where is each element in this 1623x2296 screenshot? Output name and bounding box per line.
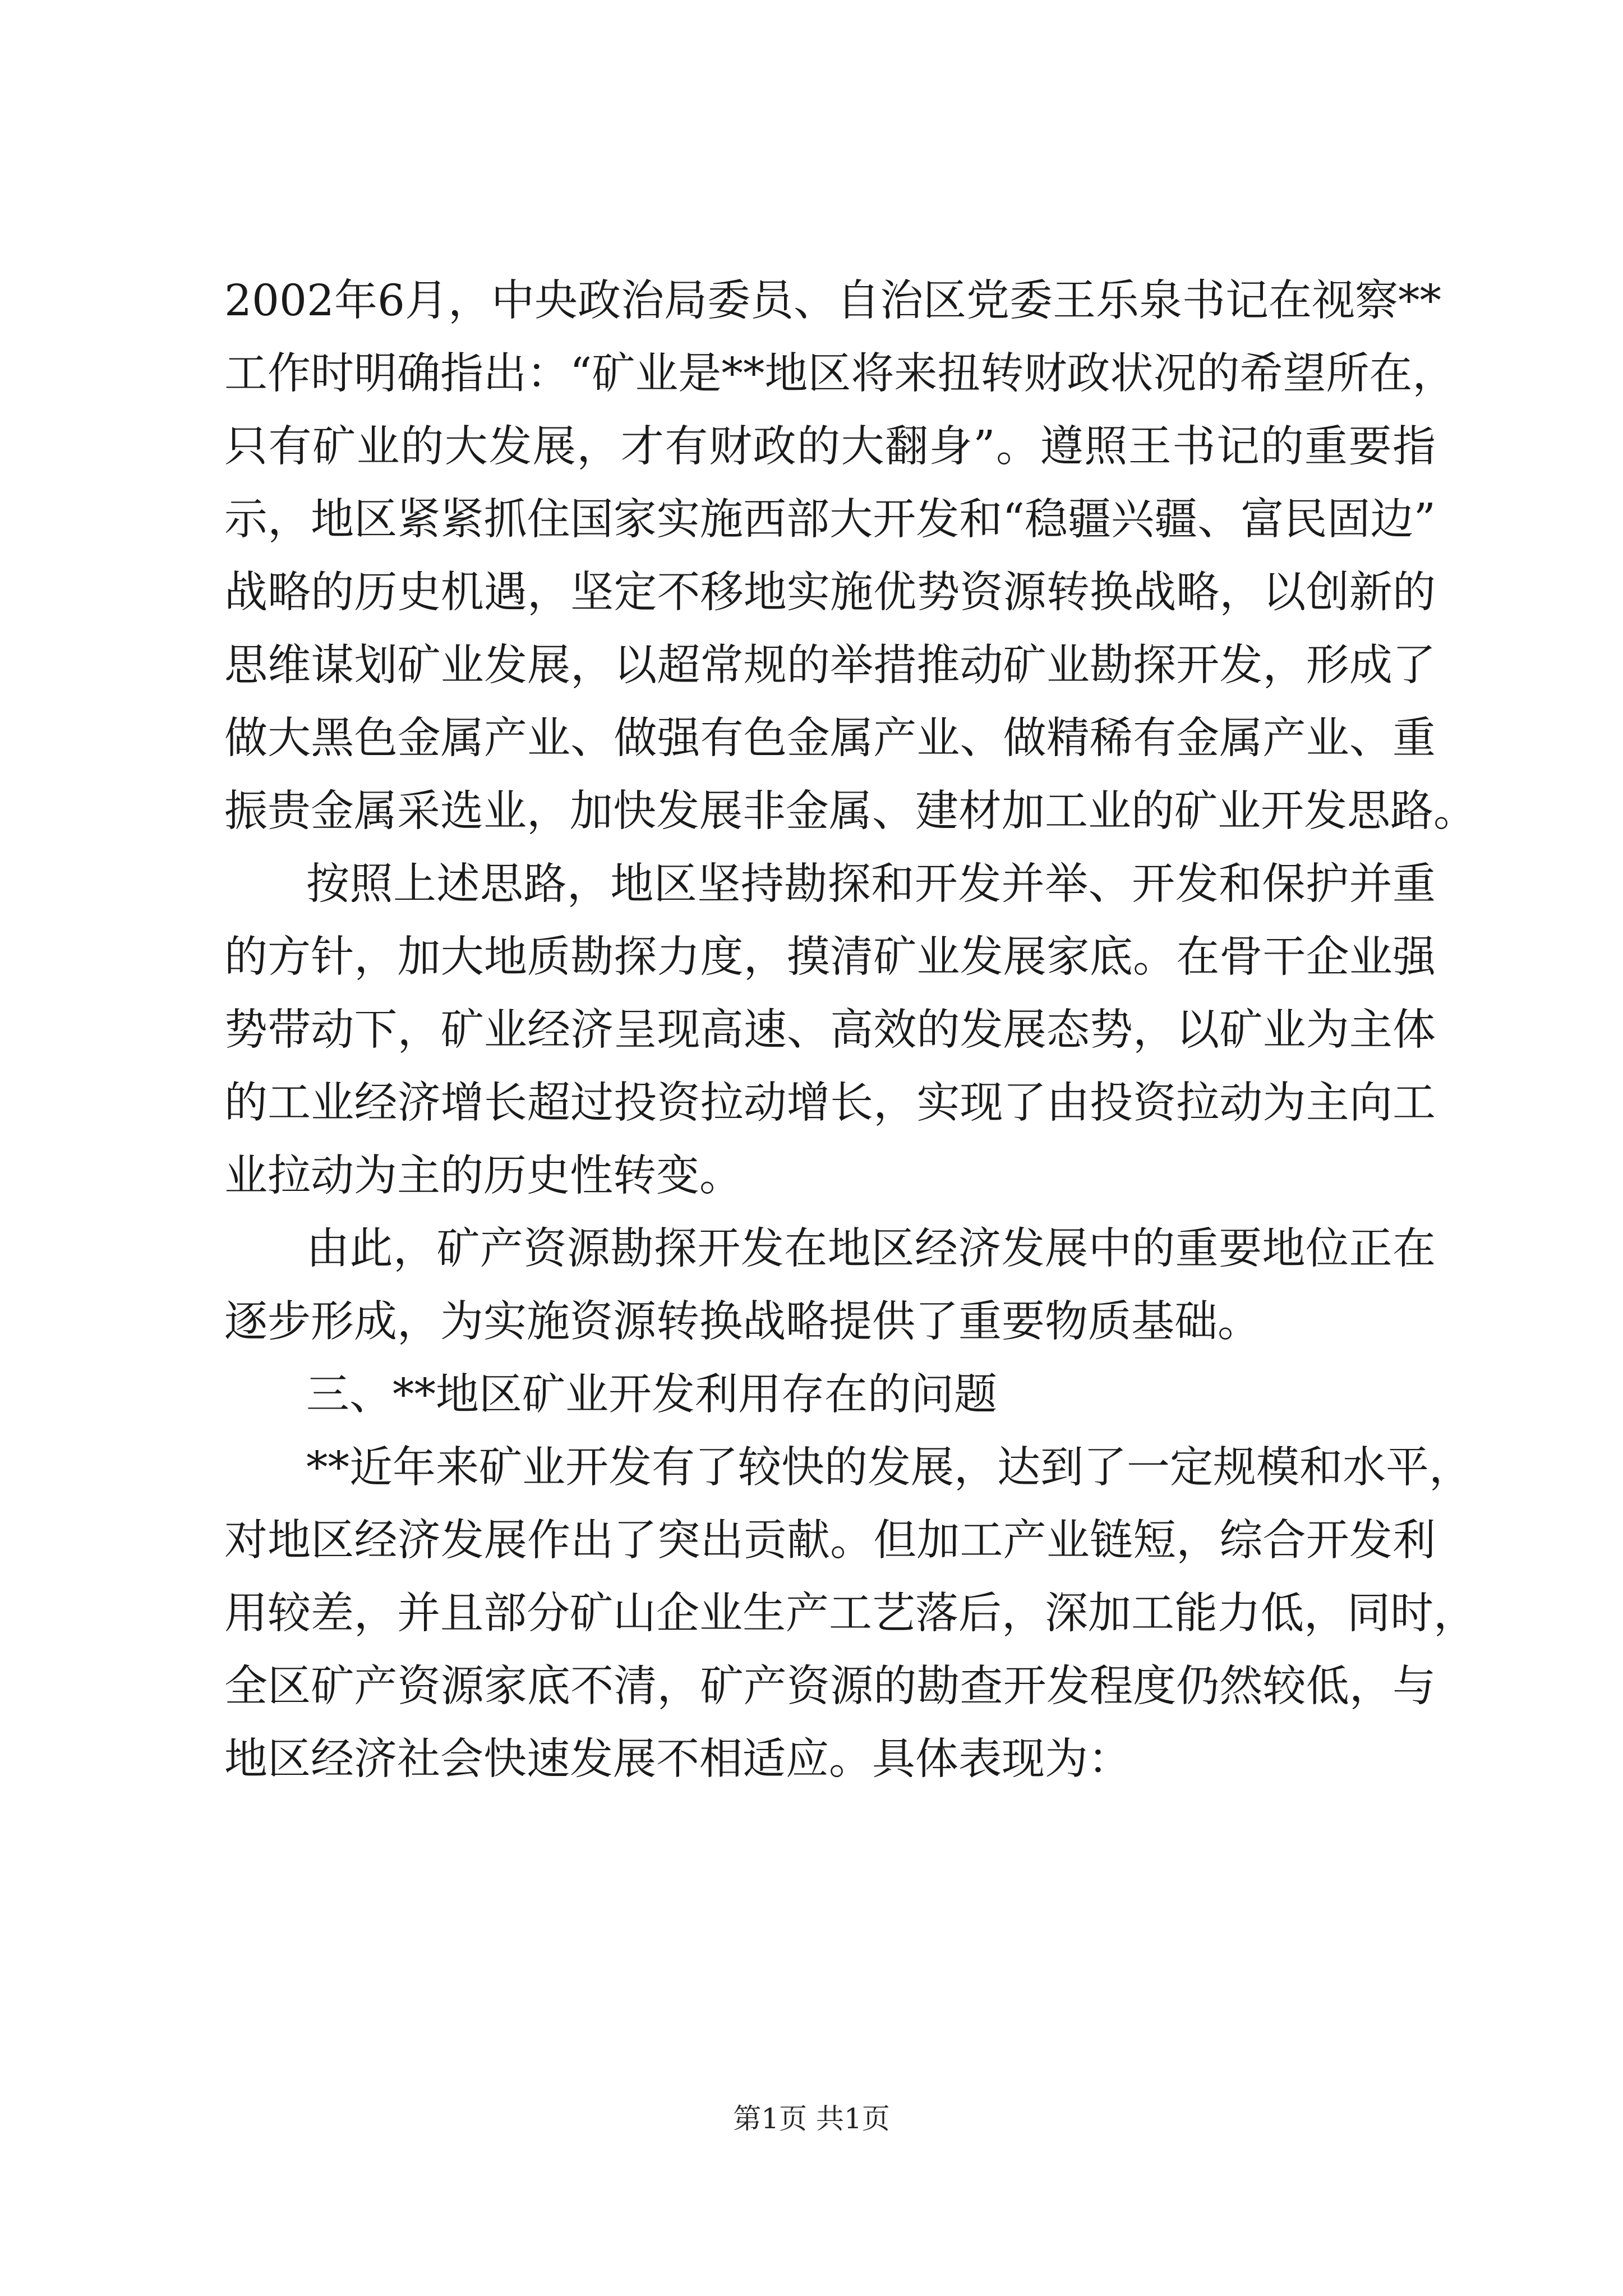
paragraph-5-line-4: 全区矿产资源家底不清，矿产资源的勘查开发程度仍然较低，与 bbox=[224, 1662, 1436, 1711]
paragraph-1-line-3: 只有矿业的大发展，才有财政的大翻身”。遵照王书记的重要指 bbox=[224, 422, 1436, 472]
paragraph-1-line-1: 2002年6月，中央政治局委员、自治区党委王乐泉书记在视察** bbox=[224, 276, 1441, 326]
paragraph-2-line-5: 业拉动为主的历史性转变。 bbox=[224, 1151, 743, 1201]
paragraph-1-line-6: 思维谋划矿业发展，以超常规的举措推动矿业勘探开发，形成了 bbox=[224, 641, 1436, 691]
paragraph-5-line-5: 地区经济社会快速发展不相适应。具体表现为： bbox=[224, 1734, 1131, 1784]
paragraph-2-line-1: 按照上述思路，地区坚持勘探和开发并举、开发和保护并重 bbox=[306, 859, 1436, 909]
paragraph-2-line-3: 势带动下，矿业经济呈现高速、高效的发展态势，以矿业为主体 bbox=[224, 1005, 1436, 1055]
paragraph-2-line-2: 的方针，加大地质勘探力度，摸清矿业发展家底。在骨干企业强 bbox=[224, 932, 1436, 982]
paragraph-1-line-8: 振贵金属采选业，加快发展非金属、建材加工业的矿业开发思路。 bbox=[224, 786, 1477, 836]
section-heading: 三、**地区矿业开发利用存在的问题 bbox=[306, 1370, 997, 1420]
paragraph-5-line-3: 用较差，并且部分矿山企业生产工艺落后，深加工能力低，同时， bbox=[224, 1589, 1477, 1639]
paragraph-3-line-1: 由此，矿产资源勘探开发在地区经济发展中的重要地位正在 bbox=[306, 1224, 1436, 1274]
paragraph-3-line-2: 逐步形成，为实施资源转换战略提供了重要物质基础。 bbox=[224, 1297, 1261, 1347]
paragraph-1-line-7: 做大黑色金属产业、做强有色金属产业、做精稀有金属产业、重 bbox=[224, 714, 1436, 763]
paragraph-2-line-4: 的工业经济增长超过投资拉动增长，实现了由投资拉动为主向工 bbox=[224, 1078, 1436, 1128]
paragraph-1-line-5: 战略的历史机遇，坚定不移地实施优势资源转换战略，以创新的 bbox=[224, 568, 1436, 618]
paragraph-5-line-2: 对地区经济发展作出了突出贡献。但加工产业链短，综合开发利 bbox=[224, 1516, 1436, 1566]
paragraph-5-line-1: **近年来矿业开发有了较快的发展，达到了一定规模和水平， bbox=[306, 1443, 1472, 1493]
paragraph-1-line-4: 示，地区紧紧抓住国家实施西部大开发和“稳疆兴疆、富民固边” bbox=[224, 495, 1436, 545]
page-number-footer: 第1页 共1页 bbox=[733, 2102, 890, 2135]
paragraph-1-line-2: 工作时明确指出：“矿业是**地区将来扭转财政状况的希望所在， bbox=[224, 349, 1456, 399]
